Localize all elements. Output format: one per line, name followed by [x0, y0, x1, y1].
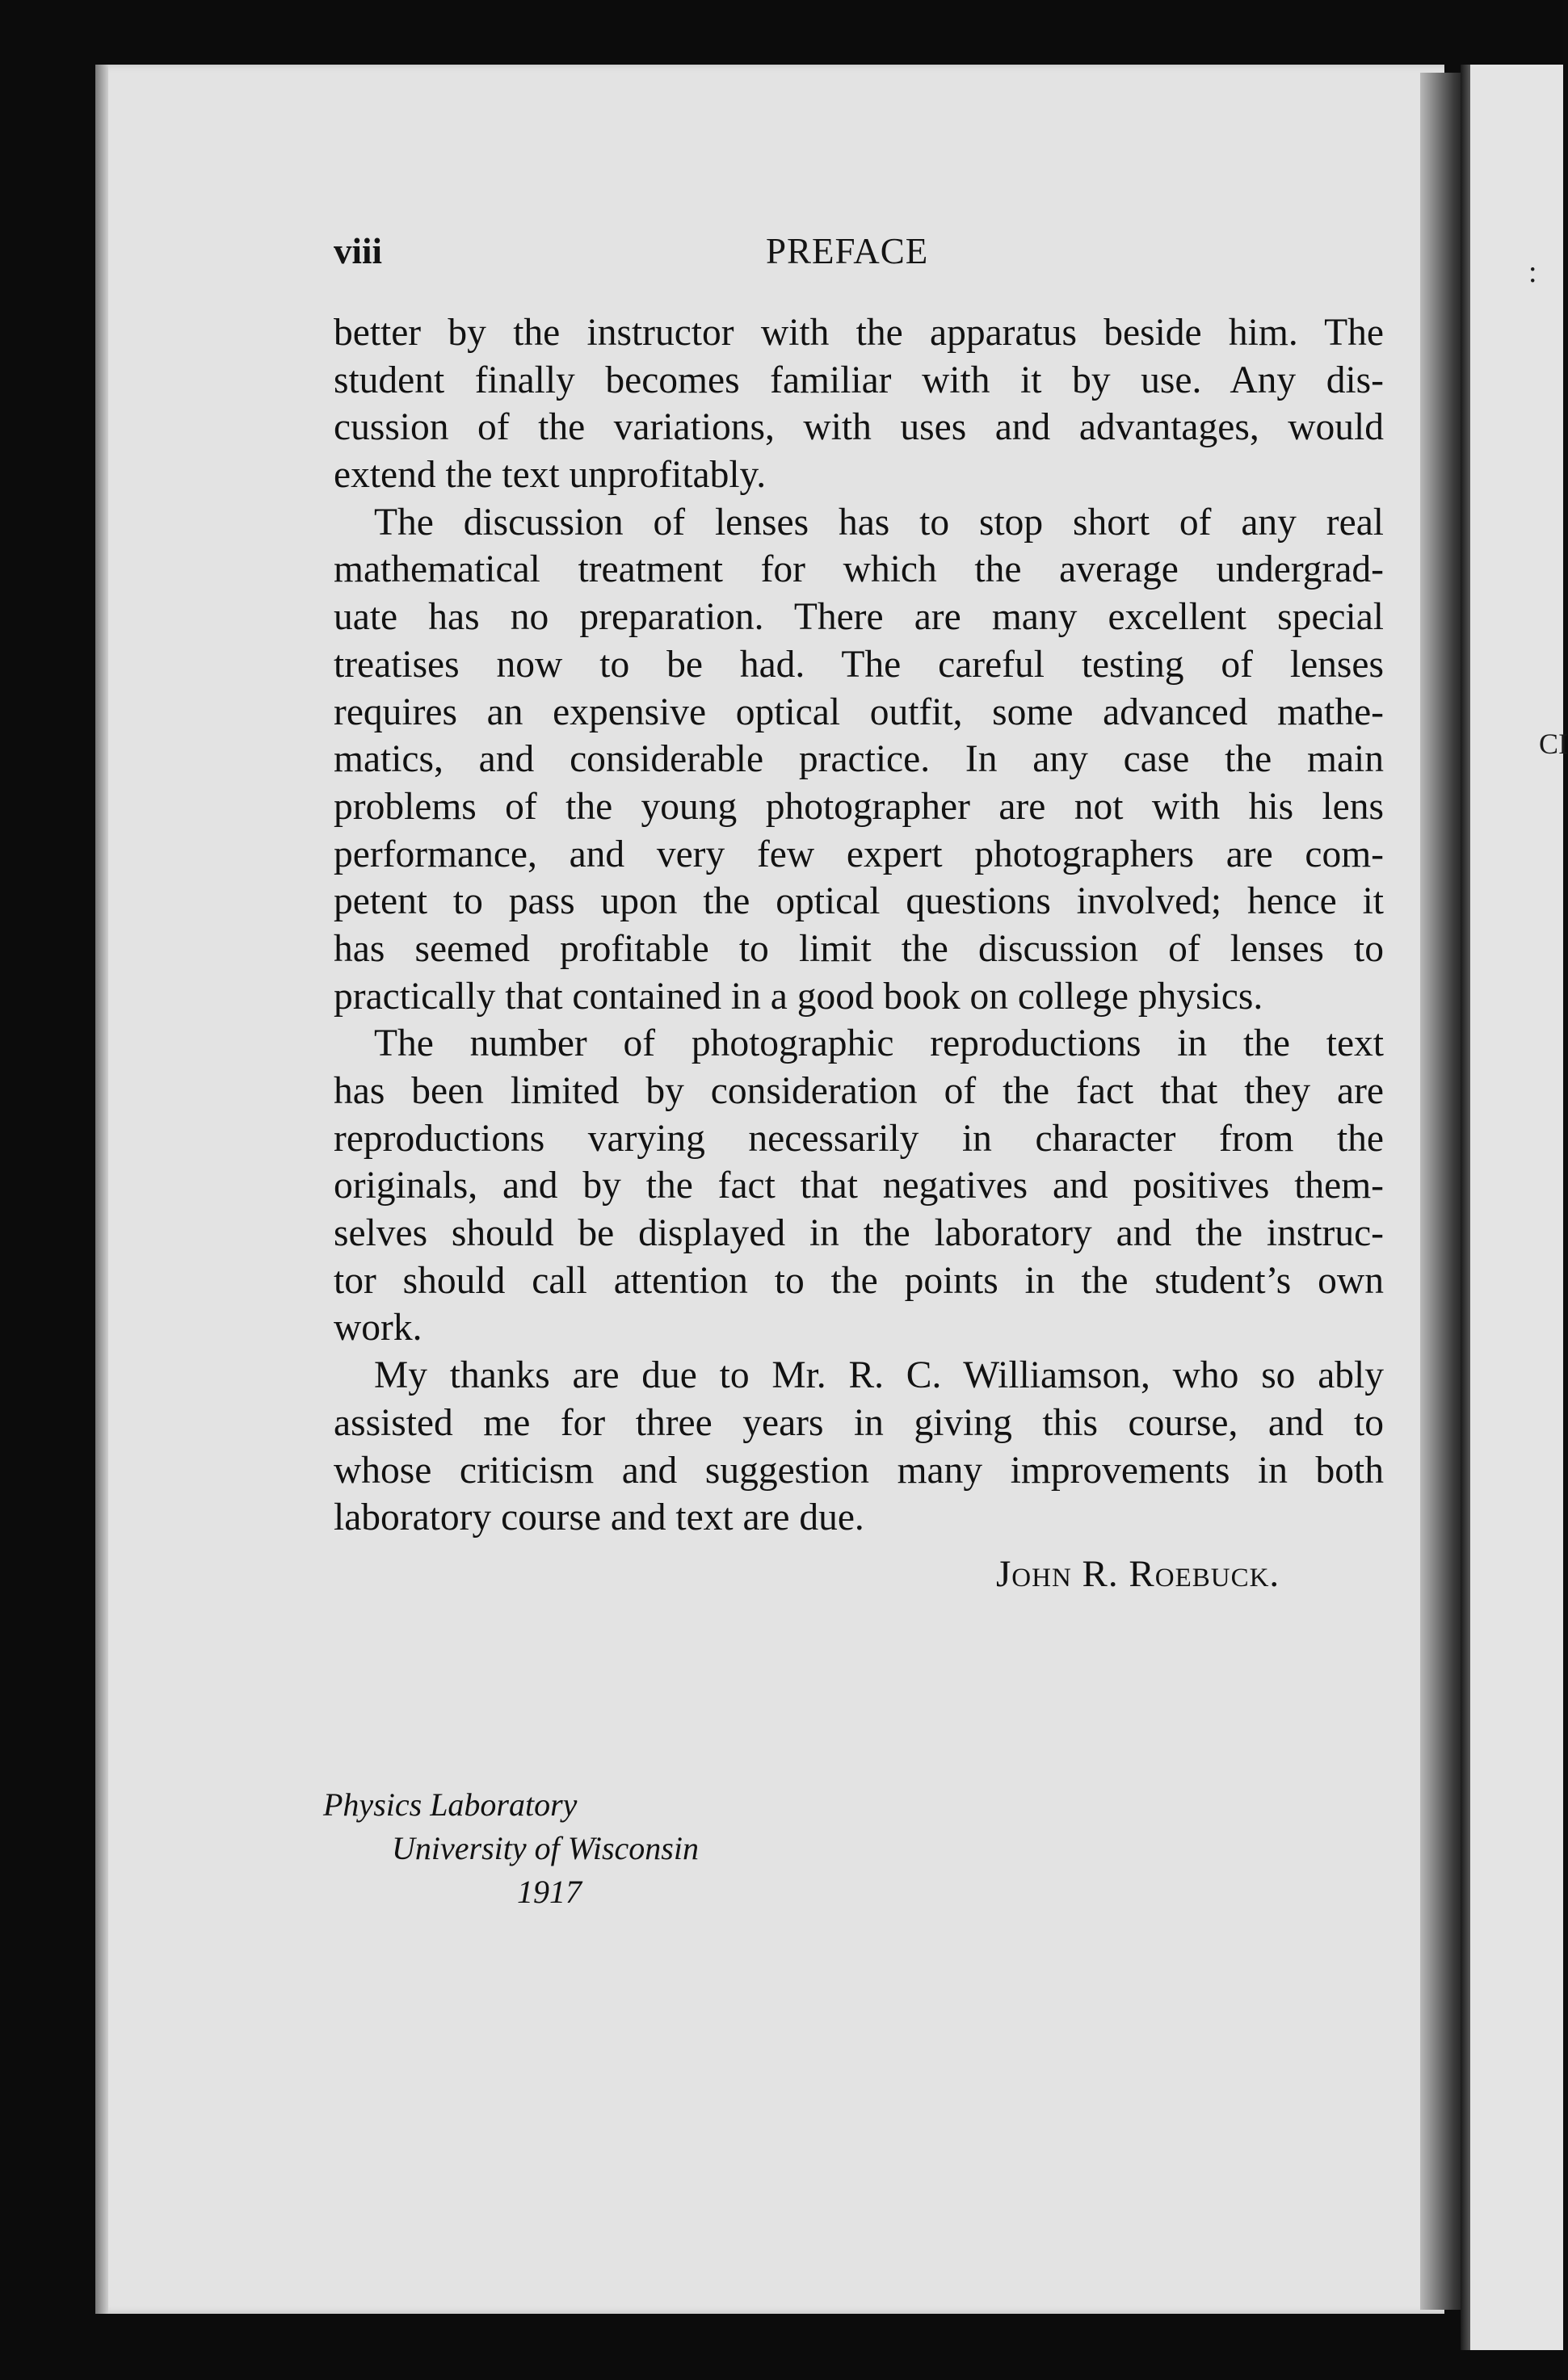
text-line: originals, and by the fact that negatives and positives them- — [334, 1165, 1384, 1207]
text-line: better by the instructor with the apparatus beside him. The — [334, 312, 1384, 354]
text-line: reproductions varying necessarily in character from the — [334, 1117, 1384, 1160]
text-line: performance, and very few expert photographers are com- — [334, 833, 1384, 875]
text-line: has seemed profitable to limit the discussion of lenses to — [334, 927, 1384, 970]
author-signature: John R. Roebuck. — [996, 1553, 1280, 1595]
text-line: My thanks are due to Mr. R. C. Williamson, who so ably — [374, 1354, 1384, 1397]
dateline-year: 1917 — [517, 1874, 582, 1910]
text-line: whose criticism and suggestion many improvements in both — [334, 1449, 1384, 1492]
text-line: selves should be displayed in the laboratory and the instruc- — [334, 1212, 1384, 1255]
page-left-edge — [95, 65, 108, 2314]
text-line: uate has no preparation. There are many excellent special — [334, 596, 1384, 639]
facing-page — [1470, 65, 1563, 2350]
text-line: treatises now to be had. The careful testing of lenses — [334, 643, 1384, 686]
text-line: assisted me for three years in giving this course, and to — [334, 1401, 1384, 1444]
text-line: matics, and considerable practice. In any case the main — [334, 738, 1384, 781]
text-line: tor should call attention to the points in the student’s own — [334, 1259, 1384, 1302]
text-line: petent to pass upon the optical questions involved; hence it — [334, 880, 1384, 923]
text-line: The discussion of lenses has to stop short of any real — [374, 501, 1384, 544]
text-line: problems of the young photographer are not with his lens — [334, 785, 1384, 828]
text-line: student finally becomes familiar with it by use. Any dis- — [334, 359, 1384, 401]
dateline-place-line-1: Physics Laboratory — [323, 1786, 578, 1823]
text-line: mathematical treatment for which the average undergrad- — [334, 548, 1384, 591]
dateline — [323, 1783, 699, 1914]
running-head — [334, 230, 1384, 279]
text-line: The number of photographic reproductions in the text — [374, 1022, 1384, 1065]
text-line: laboratory course and text are due. — [334, 1496, 864, 1539]
preface-body — [334, 309, 1384, 1542]
text-line: extend the text unprofitably. — [334, 454, 767, 497]
facing-page-mark: : — [1528, 255, 1537, 289]
dateline-place-line-2: University of Wisconsin — [392, 1830, 699, 1866]
facing-page-fragment: CI — [1539, 728, 1568, 760]
text-line: work. — [334, 1307, 422, 1350]
running-title: PREFACE — [766, 231, 929, 271]
text-line: practically that contained in a good book on college physics. — [334, 975, 1263, 1018]
text-line: requires an expensive optical outfit, some advanced mathe- — [334, 690, 1384, 733]
page-number: viii — [334, 231, 383, 271]
text-line: cussion of the variations, with uses and advantages, would — [334, 406, 1384, 449]
text-line: has been limited by consideration of the fact that they are — [334, 1070, 1384, 1112]
